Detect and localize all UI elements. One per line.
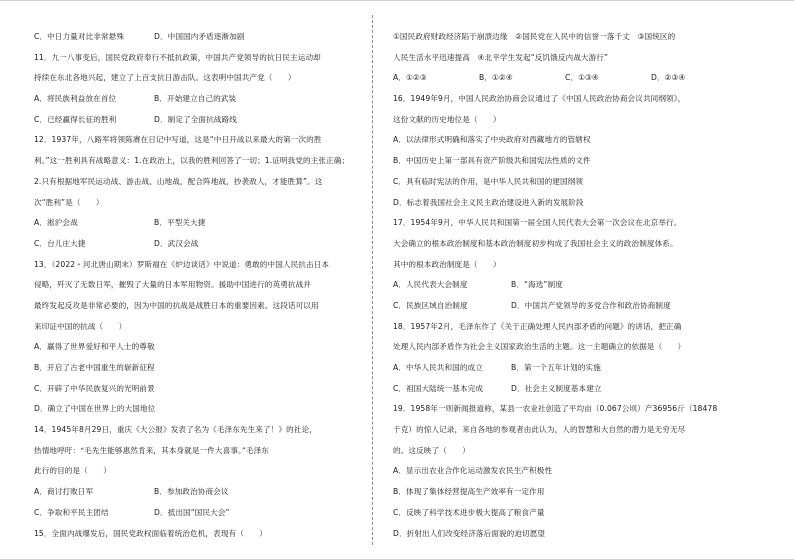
q12-options-cd <box>34 234 379 255</box>
q14-options-cd <box>34 503 379 524</box>
q14-stem-line: 14．1945年8月29日，重庆《大公报》发表了名为《毛泽东先生来了！》的社论， <box>34 425 317 435</box>
q13-option-d: D．确立了中国在世界上的大国地位 <box>34 404 156 414</box>
q18-option-d: D．社会主义制度基本建立 <box>511 383 602 393</box>
q11-option-b: B．开始建立自己的武装 <box>154 94 237 104</box>
q15-option-a: A．①②③ <box>393 73 427 83</box>
q12-option-d: D．武汉会战 <box>154 238 199 248</box>
q13-option-a: A．赢得了世界爱好和平人士的尊敬 <box>34 342 155 352</box>
q16-option-b: B．中国历史上第一部具有资产阶级共和国宪法性质的文件 <box>393 156 591 166</box>
q18-stem-line: 18．1957年2月，毛泽东作了《关于正确处理人民内部矛盾的问题》的讲话，把正确 <box>393 321 682 331</box>
q15-option-d: D．②③④ <box>651 73 686 83</box>
q15-options <box>393 68 738 89</box>
q17-option-b: B．“海选”制度 <box>511 280 563 290</box>
q11-option-c: C．已经赢得长征的胜利 <box>34 114 117 124</box>
q17-stem-line: 其中的根本政治制度是（ ） <box>393 259 501 269</box>
q13-stem-line: 侵略，歼灭了无数日军，摧毁了大量的日本军用物资。援助中国进行的英勇抗战并 <box>34 280 311 290</box>
q12-option-b: B．平型关大捷 <box>154 218 206 228</box>
q19-option-a: A．显示出农业合作化运动激发农民生产积极性 <box>393 466 553 476</box>
q15-stem-line: 15．全面内战爆发后，国民党政权面临着统治危机，表现有（ ） <box>34 528 267 538</box>
q14-option-a: A．商讨打败日军 <box>34 487 94 497</box>
q14-option-b: B．参加政治协商会议 <box>154 487 229 497</box>
q17-options-cd <box>393 296 738 317</box>
q19-stem-line: 千克）的惊人记录，来自各地的参观者由此认为，人的智慧和大自然的潜力是无穷无尽 <box>393 425 686 435</box>
q18-stem-line: 处理人民内部矛盾作为社会主义国家政治生活的主题。这一主题确立的依据是（ ） <box>393 342 686 352</box>
q18-options-ab <box>393 358 738 379</box>
q12-stem-line: 次“胜利”是（ ） <box>34 197 104 207</box>
q13-option-b: B．开启了古老中国重生的崭新征程 <box>34 363 155 372</box>
q17-option-c: C．民族区域自治制度 <box>393 300 468 310</box>
q14-stem-line: 热情地呼吁：“毛先生能够惠然肯来，其本身就是一件大喜事。”毛泽东 <box>34 445 269 455</box>
q17-stem-line: 17．1954年9月，中华人民共和国第一届全国人民代表大会第一次会议在北京举行。 <box>393 218 682 228</box>
q11-stem-line: 11．九一八事变后，国民党政府奉行不抵抗政策，中国共产党领导的抗日民主运动却 <box>34 52 321 62</box>
q13-stem-line: 来印证中国的抗战（ ） <box>34 321 127 331</box>
q12-stem-line: 2.只有根据地军民运动战、游击战、山地战，配合阵地战，抄袭敌人，才能胜算”。这 <box>34 176 323 186</box>
q17-option-a: A．人民代表大会制度 <box>393 280 468 290</box>
q15-option-b: B．①②④ <box>479 73 513 83</box>
q13-option-c: C．开辟了中华民族复兴的光明前景 <box>34 383 155 393</box>
q11-option-d: D．制定了全面抗战路线 <box>154 114 237 124</box>
q10-option-d: D．中国国内矛盾逐渐加剧 <box>154 32 245 41</box>
q16-option-c: C．具有临时宪法的作用，是中华人民共和国的建国纲领 <box>393 176 584 186</box>
q17-stem-line: 大会确立的根本政治制度和基本政治制度初步构成了我国社会主义的政治制度体系。 <box>393 238 678 248</box>
q14-option-c: C．争取和平民主团结 <box>34 507 109 517</box>
q11-option-a: A．将民族利益放在首位 <box>34 94 117 104</box>
q14-options-ab <box>34 482 379 503</box>
left-column <box>34 27 379 544</box>
q16-option-a: A．以法律形式明确和落实了中央政府对西藏地方的管辖权 <box>393 135 591 145</box>
q14-option-d: D．抵出国“国民大会” <box>154 507 230 517</box>
q15-items-line: ①国民政府财政经济陷于崩溃边缘 ②国民党在人民中的信誉一落千丈 ③国统区的 <box>393 32 676 41</box>
q16-stem-line: 16．1949年9月，中国人民政治协商会议通过了《中国人民政治协商会议共同纲领》， <box>393 94 686 104</box>
q17-option-d: D．中国共产党领导的多党合作和政治协商制度 <box>511 300 671 310</box>
q18-option-b: B．第一个五年计划的实施 <box>511 363 601 372</box>
q12-option-c: C．台儿庄大捷 <box>34 238 86 248</box>
q16-stem-line: 这份文献的历史地位是（ ） <box>393 114 501 124</box>
q12-options-ab <box>34 213 379 234</box>
q17-options-ab <box>393 275 738 296</box>
q18-options-cd <box>393 379 738 400</box>
q14-stem-line: 此行的目的是（ ） <box>34 466 111 476</box>
q19-stem-line: 的。这反映了（ ） <box>393 445 470 455</box>
q18-option-c: C．祖国大陆统一基本完成 <box>393 383 484 393</box>
right-column <box>393 27 738 544</box>
q19-option-b: B．体现了集体经营提高生产效率有一定作用 <box>393 487 545 497</box>
q16-option-d: D．标志着我国社会主义民主政治建设进入新的发展阶段 <box>393 197 584 207</box>
q10-option-c: C．中日力量对比非常悬殊 <box>34 32 125 41</box>
q10-options-cd <box>34 27 379 48</box>
q19-option-c: C．反映了科学技术进步极大提高了粮食产量 <box>393 507 545 517</box>
q19-option-d: D．折射出人们改变经济落后面貌的迫切愿望 <box>393 528 546 538</box>
q15-option-c: C．①③④ <box>565 73 599 83</box>
q11-stem-line: 持续在东北各地兴起，建立了上百支抗日游击队。这表明中国共产党（ ） <box>34 73 296 83</box>
q12-option-a: A．淞沪会战 <box>34 218 78 228</box>
q15-items-line: 人民生活水平迅速提高 ④北平学生发起“反饥饿反内战大游行” <box>393 52 609 62</box>
q13-stem-line: 13．（2022・河北唐山期末）罗斯福在《炉边谈话》中说道：勇敢的中国人民抗击日本 <box>34 259 330 269</box>
q18-option-a: A．中华人民共和国的成立 <box>393 363 483 372</box>
q12-stem-line: 利。”这一胜利具有战略意义：1.在政治上，以我的胜利回答了一切；1.证明我党的主张正确； <box>34 156 350 166</box>
q19-stem-line: 19．1958年一则新闻报道称，某县一农业社创造了平均亩（0.067公顷）产36956斤（18478 <box>393 404 718 414</box>
q13-stem-line: 最终发起反攻是非常必要的，因为中国的抗战是战胜日本的重要因素。这段话可以用 <box>34 300 319 310</box>
q11-options-cd <box>34 110 379 131</box>
q12-stem-line: 12．1937年，八路军将领陈赓在日记中写道，这是“中日开战以来最大的第一次的胜 <box>34 135 322 145</box>
q11-options-ab <box>34 89 379 110</box>
